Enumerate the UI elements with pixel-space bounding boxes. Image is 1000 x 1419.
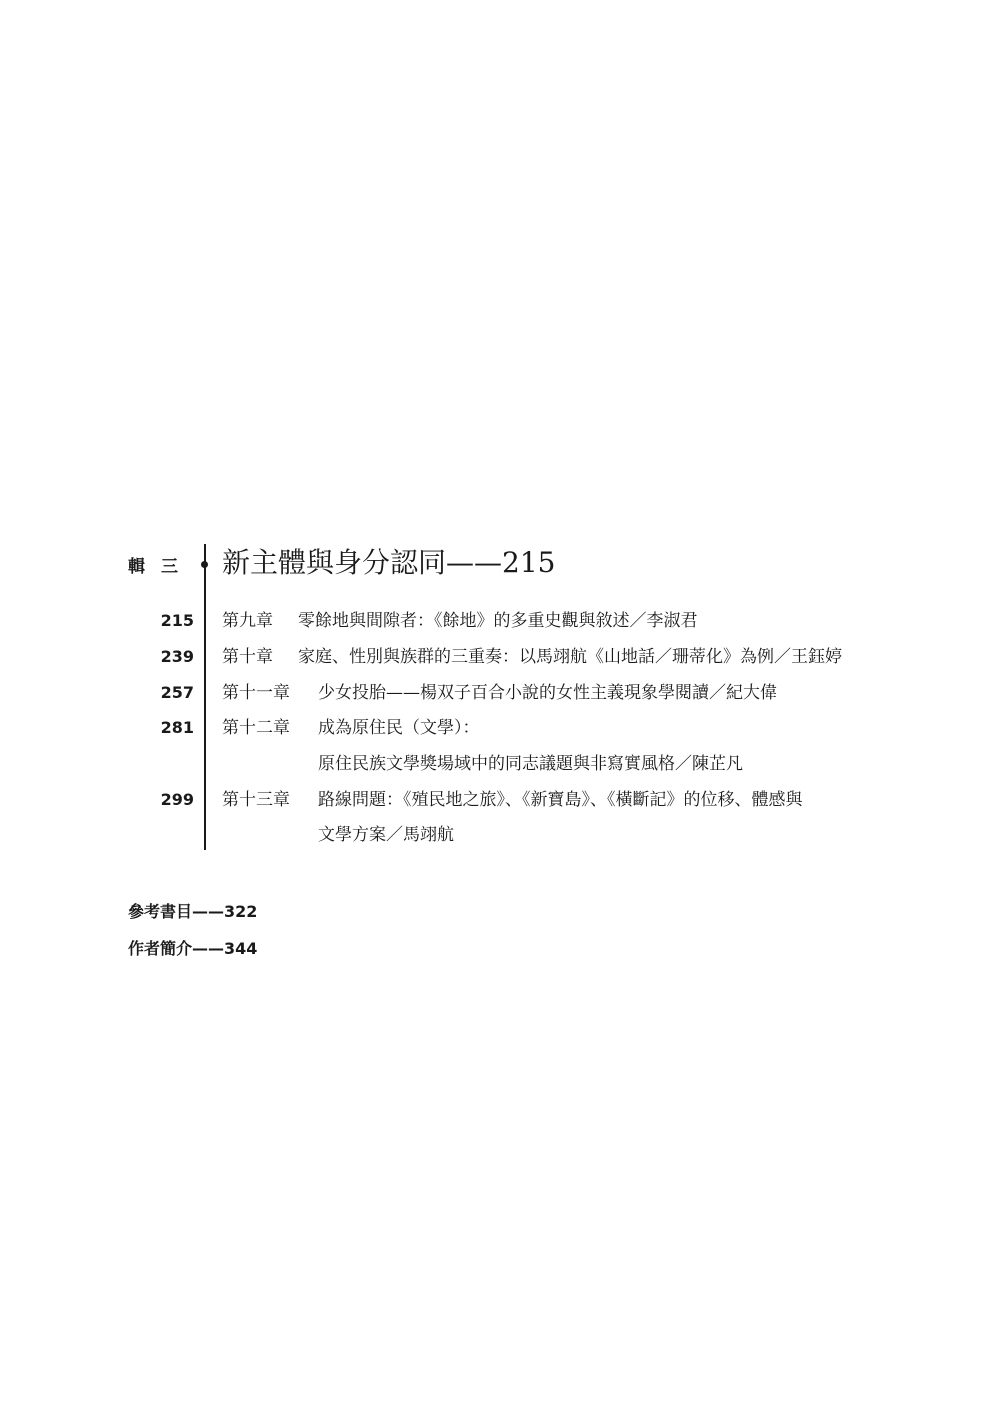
author-bio-entry: 作者簡介——344 xyxy=(128,939,258,958)
chapter-10-page: 239 xyxy=(160,647,194,666)
chapter-9-title: 零餘地與間隙者：《餘地》的多重史觀與敘述／李淑君 xyxy=(298,611,698,631)
chapter-11-page: 257 xyxy=(160,683,194,702)
bibliography-entry: 參考書目——322 xyxy=(128,902,258,921)
chapter-9-page: 215 xyxy=(160,611,194,630)
vertical-divider xyxy=(204,544,206,850)
chapter-10-label: 第十章 xyxy=(222,647,273,667)
chapter-9-label: 第九章 xyxy=(222,611,273,631)
chapter-11-label: 第十一章 xyxy=(222,683,290,703)
chapter-13-page: 299 xyxy=(160,790,194,809)
chapter-13-title-line-1: 路線問題：《殖民地之旅》、《新寶島》、《橫斷記》的位移、體感與 xyxy=(318,790,803,810)
section-title: 新主體與身分認同——215 xyxy=(222,546,556,579)
chapter-12-label: 第十二章 xyxy=(222,718,290,738)
chapter-12-title-line-2: 原住民族文學獎場域中的同志議題與非寫實風格／陳芷凡 xyxy=(318,754,743,774)
chapter-12-title-line-1: 成為原住民（文學）： xyxy=(318,718,480,738)
chapter-13-title-line-2: 文學方案／馬翊航 xyxy=(318,825,454,845)
section-label: 輯三 xyxy=(128,557,194,577)
chapter-11-title: 少女投胎——楊双子百合小說的女性主義現象學閱讀／紀大偉 xyxy=(318,683,777,703)
chapter-10-title: 家庭、性別與族群的三重奏：以馬翊航《山地話／珊蒂化》為例／王鈺婷 xyxy=(298,647,842,667)
chapter-13-label: 第十三章 xyxy=(222,790,290,810)
chapter-12-page: 281 xyxy=(160,718,194,737)
